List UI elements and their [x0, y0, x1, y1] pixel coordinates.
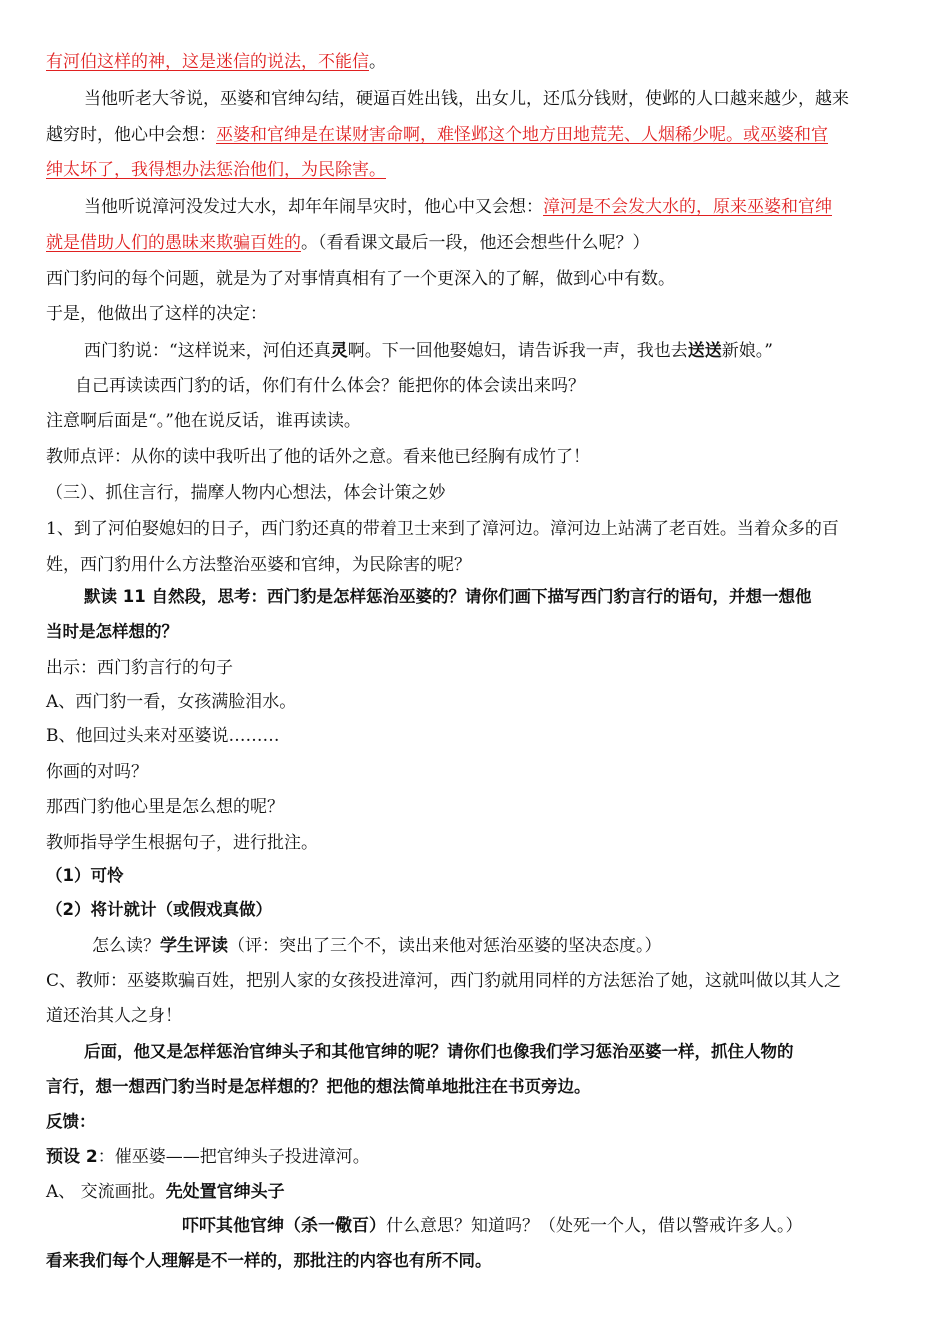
- paragraph-line: 自己再读读西门豹的话，你们有什么体会？能把你的体会读出来吗？: [75, 376, 585, 396]
- text: 当他听说漳河没发过大水，却年年闹旱灾时，他心中又会想：: [84, 197, 543, 217]
- paragraph-line: 那西门豹他心里是怎么想的呢？: [46, 797, 284, 817]
- section-heading: （三）、抓住言行，揣摩人物内心想法，体会计策之妙: [46, 483, 446, 503]
- paragraph-line: [46, 158, 386, 182]
- text: （评：突出了三个不，读出来他对惩治巫婆的坚决态度。）: [228, 936, 662, 956]
- paragraph-line: 1、到了河伯娶媳妇的日子，西门豹还真的带着卫士来到了漳河边。漳河边上站满了老百姓。当着众多的百: [46, 519, 839, 539]
- text: 。: [369, 52, 386, 72]
- bold-instruction: 当时是怎样想的？: [46, 622, 178, 641]
- text: 新娘。”: [721, 341, 773, 361]
- bold-point: （2）将计就计（或假戏真做）: [46, 900, 272, 919]
- bold-text: 学生评读: [160, 936, 228, 956]
- paragraph-line: 姓，西门豹用什么方法整治巫婆和官绅，为民除害的呢？: [46, 555, 471, 575]
- paragraph-line: [84, 195, 832, 219]
- paragraph-line: 你画的对吗？: [46, 762, 148, 782]
- paragraph-line: [92, 934, 662, 958]
- bold-text: 先处置官绅头子: [165, 1182, 285, 1202]
- paragraph-line: C、教师：巫婆欺骗百姓，把别人家的女孩投进漳河，西门豹就用同样的方法惩治了她，这就叫做以其人之: [46, 971, 842, 991]
- paragraph-line: B、他回过头来对巫婆说………: [46, 726, 280, 746]
- text: 啊。下一回他娶媳妇，请告诉我一声，我也去: [347, 341, 688, 361]
- paragraph-line: A、西门豹一看，女孩满脸泪水。: [46, 692, 297, 712]
- paragraph-line: 西门豹问的每个问题，就是为了对事情真相有了一个更深入的了解，做到心中有数。: [46, 269, 675, 289]
- text: 什么意思？知道吗？（处死一个人，借以警戒许多人。）: [386, 1216, 803, 1236]
- bold-point: （1）可怜: [46, 866, 124, 885]
- paragraph-line: [46, 123, 828, 147]
- paragraph-line: [84, 339, 773, 363]
- paragraph-line: [182, 1214, 803, 1238]
- text: 。（看看课文最后一段，他还会想些什么呢？）: [301, 233, 650, 253]
- highlighted-text: 漳河是不会发大水的，原来巫婆和官绅: [543, 197, 832, 217]
- paragraph-line: 教师点评：从你的读中我听出了他的话外之意。看来他已经胸有成竹了！: [46, 447, 590, 467]
- paragraph-line: [46, 1180, 285, 1204]
- paragraph-line: 当他听老大爷说，巫婆和官绅勾结，硬逼百姓出钱，出女儿，还瓜分钱财，使邺的人口越来越少，越来: [84, 89, 849, 109]
- bold-instruction: 言行，想一想西门豹当时是怎样想的？把他的想法简单地批注在书页旁边。: [46, 1077, 591, 1096]
- bold-text: 吓吓其他官绅（杀一儆百）: [182, 1216, 386, 1236]
- highlighted-text: 绅太坏了，我得想办法惩治他们，为民除害。: [46, 160, 386, 180]
- highlighted-text: 就是借助人们的愚昧来欺骗百姓的: [46, 233, 301, 253]
- text: ：催巫婆——把官绅头子投进漳河。: [97, 1147, 370, 1167]
- paragraph-line: 出示：西门豹言行的句子: [46, 658, 233, 678]
- paragraph-line: [46, 1145, 370, 1169]
- paragraph-line: 道还治其人之身！: [46, 1006, 182, 1026]
- bold-instruction: 看来我们每个人理解是不一样的，那批注的内容也有所不同。: [46, 1251, 492, 1270]
- bold-label: 反馈：: [46, 1112, 96, 1131]
- paragraph-line: 于是，他做出了这样的决定：: [46, 304, 267, 324]
- text: 怎么读？: [92, 936, 160, 956]
- bold-instruction: 后面，他又是怎样惩治官绅头子和其他官绅的呢？请你们也像我们学习惩治巫婆一样，抓住人物的: [84, 1042, 794, 1061]
- text: A、 交流画批。: [46, 1182, 166, 1202]
- bold-text: 预设 2: [46, 1147, 98, 1167]
- text: 越穷时，他心中会想：: [46, 125, 216, 145]
- text: 西门豹说：“这样说来，河伯还真: [84, 341, 331, 361]
- highlighted-text: 巫婆和官绅是在谋财害命啊，难怪邺这个地方田地荒芜、人烟稀少呢。或巫婆和官: [216, 125, 828, 145]
- paragraph-line: 注意啊后面是“。”他在说反话，谁再读读。: [46, 411, 361, 431]
- paragraph-line: 教师指导学生根据句子，进行批注。: [46, 833, 318, 853]
- highlighted-text: 有河伯这样的神，这是迷信的说法，不能信: [46, 52, 369, 72]
- bold-text: 灵: [330, 341, 348, 361]
- bold-instruction: 默读 11 自然段，思考：西门豹是怎样惩治巫婆的？请你们画下描写西门豹言行的语句，并想一想他: [84, 587, 812, 606]
- bold-text: 送送: [687, 341, 722, 361]
- paragraph-line: [46, 231, 650, 255]
- paragraph-line: [46, 50, 386, 74]
